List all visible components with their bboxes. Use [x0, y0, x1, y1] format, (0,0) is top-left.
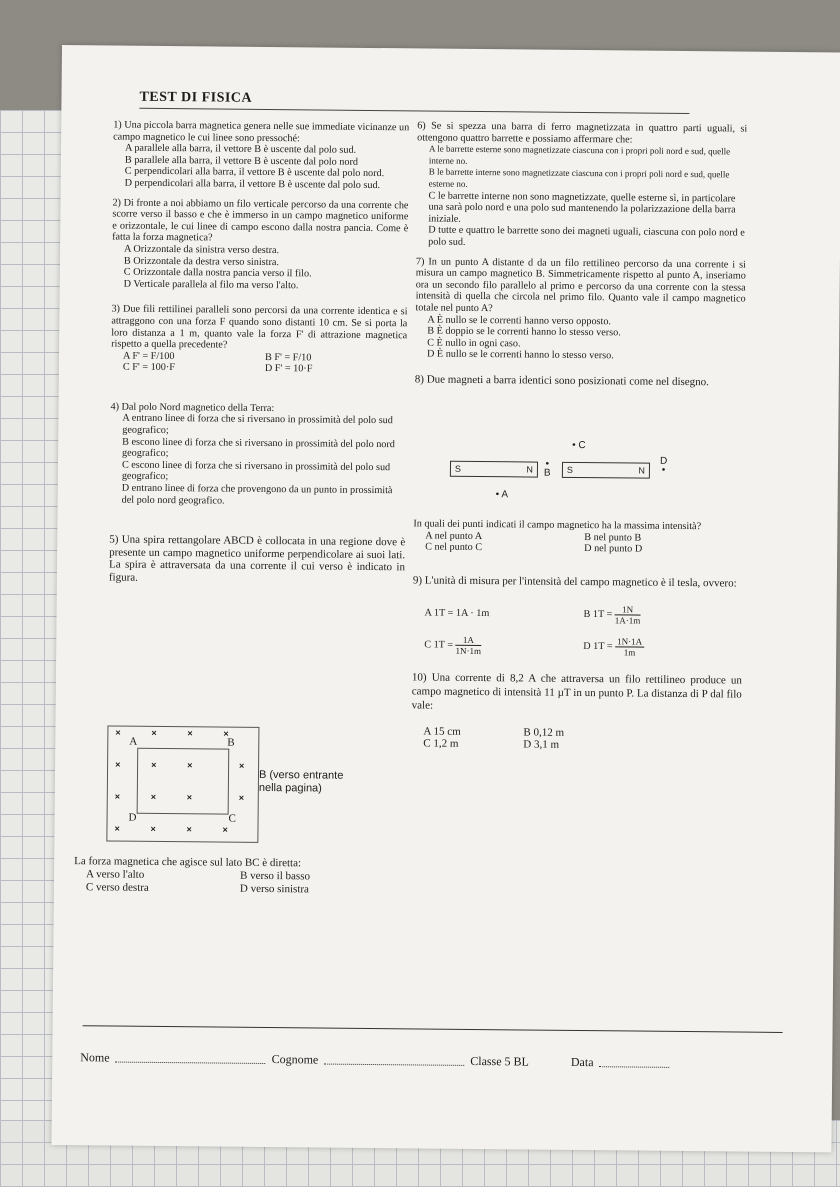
- q10-text: 10) Una corrente di 8,2 A che attraversa un filo rettilineo produce un campo magnetico di intensità 11 µT in un punto P. La distanza di P dal filo vale:: [411, 671, 742, 712]
- q2-text: 2) Di fronte a noi abbiamo un filo verticale percorso da una corrente che scorre verso il basso e che è immerso in un campo magnetico uniforme e orizzontale, le cui linee di campo escono dalla nostra pancia. Come è fatta la forza magnetica?: [112, 197, 409, 244]
- q9-option-c-den: 1N·1m: [455, 645, 482, 656]
- field-cross-mark: ×: [222, 824, 228, 835]
- q3-text: 3) Due fili rettilinei paralleli sono percorsi da una corrente identica e si attraggono con una forza F quando sono distanti 10 cm. Se si porta la loro distanza a 1 m, quanto vale la forza F' di attrazione magnetica rispetto a quella precedente?: [111, 303, 408, 351]
- data-field[interactable]: [600, 1055, 670, 1068]
- field-cross-mark: ×: [115, 759, 121, 770]
- q7-option-d: D È nullo se le correnti hanno lo stesso verso.: [426, 348, 614, 362]
- q6-option-c: C le barrette interne non sono magnetizzate, quelle esterne sì, in particolare una sarà polo nord e una polo sud mantenendo la polarizzazione della barra iniziale.: [428, 190, 736, 225]
- point-a: • A: [495, 489, 509, 501]
- q4-option-b: B escono linee di forza che si riversano in prossimità del polo nord geografico;: [122, 436, 395, 460]
- footer-rule: [83, 1025, 783, 1033]
- q9-options-row-2: [412, 633, 742, 660]
- magnet-left-s: S: [454, 463, 462, 474]
- nome-label: Nome: [80, 1050, 110, 1065]
- q10-option-b: B 0,12 m: [523, 726, 565, 740]
- cognome-field[interactable]: [324, 1053, 464, 1066]
- page-title: TEST DI FISICA: [139, 89, 253, 106]
- q9-option-d-num: 1N·1A: [615, 636, 644, 647]
- title-rule: [139, 108, 689, 114]
- q10-options-row-2: [411, 738, 623, 752]
- field-cross-mark: ×: [187, 728, 193, 739]
- field-direction-label: B (verso entrante nella pagina): [258, 768, 344, 795]
- q10-option-c: C 1,2 m: [423, 737, 459, 750]
- field-cross-mark: ×: [186, 824, 192, 835]
- magnet-right-n: N: [638, 465, 645, 476]
- field-cross-mark: ×: [187, 760, 193, 771]
- q1-option-c: C perpendicolari alla barra, il vettore B è uscente dal polo nord.: [124, 165, 385, 180]
- q3-option-a: A F' = F/100: [122, 350, 175, 362]
- point-d: D •: [659, 455, 668, 476]
- q5-figure: [106, 725, 407, 848]
- field-cross-mark: ×: [151, 727, 157, 738]
- magnet-right: [562, 462, 650, 479]
- field-cross-mark: ×: [223, 728, 229, 739]
- q10-option-a: A 15 cm: [423, 725, 461, 739]
- q9-option-d-fraction: [615, 636, 644, 657]
- q9-option-c-num: 1A: [456, 635, 482, 646]
- q9-option-d-lhs: D 1T =: [583, 640, 613, 653]
- q9-option-b-lhs: B 1T =: [583, 608, 613, 621]
- q6-option-d: D tutte e quattro le barrette sono dei magneti uguali, ciascuna con polo nord e polo sud.: [428, 224, 745, 248]
- point-d-label: D: [659, 455, 668, 467]
- point-a-label: A: [501, 489, 509, 501]
- q4-option-d: D entrano linee di forza che provengono da un punto in prossimità del polo nord geografico.: [121, 482, 393, 507]
- q8-text: 8) Due magneti a barra identici sono posizionati come nel disegno.: [414, 373, 710, 389]
- q9-option-d: [583, 636, 742, 659]
- q8-figure: [450, 439, 741, 512]
- q9-option-c: [424, 634, 583, 657]
- right-column: [415, 120, 748, 389]
- q9-option-b-den: 1A·1m: [614, 615, 641, 626]
- magnet-right-s: S: [566, 464, 574, 475]
- q6-option-b: B le barrette interne sono magnetizzate ciascuna con i propri poli nord e sud, quelle esterne no.: [428, 166, 730, 189]
- q5-text: 5) Una spira rettangolare ABCD è collocata in una regione dove è presente un campo magnetico uniforme perpendicolare ai suoi lati. La spira è attraversata da una corrente il cui verso è indicato in figura.: [108, 533, 406, 584]
- field-cross-mark: ×: [186, 792, 193, 803]
- q8-question: In quali dei punti indicati il campo magnetico ha la massima intensità?: [413, 518, 702, 533]
- magnet-left: [450, 461, 538, 478]
- q9-option-b-fraction: [615, 604, 641, 625]
- q4-text: 4) Dal polo Nord magnetico della Terra:: [110, 401, 275, 414]
- field-cross-mark: ×: [114, 823, 120, 834]
- q8-answers: [411, 518, 743, 753]
- point-c-label: C: [578, 439, 586, 452]
- loop-abcd: [137, 748, 230, 815]
- corner-b: B: [227, 736, 235, 749]
- magnet-left-n: N: [526, 464, 533, 475]
- q5-option-c: C verso destra: [85, 881, 149, 894]
- q3-option-d: D F' = 10·F: [264, 363, 313, 375]
- field-cross-mark: ×: [151, 759, 157, 770]
- q1-option-d: D perpendicolari alla barra, il vettore B è uscente dal polo sud.: [124, 177, 381, 192]
- point-b: • B: [543, 458, 551, 479]
- q7-option-a: A È nullo se le correnti hanno verso opposto.: [427, 314, 612, 327]
- corner-a: A: [129, 735, 138, 748]
- q1-text: 1) Una piccola barra magnetica genera nelle sue immediate vicinanze un campo magnetico le cui linee sono pressoché:: [113, 119, 410, 144]
- field-cross-mark: ×: [150, 791, 157, 802]
- q5-option-b: B verso il basso: [239, 869, 311, 883]
- q5-option-a: A verso l'alto: [85, 868, 145, 881]
- field-cross-mark: ×: [150, 823, 156, 834]
- q8-option-c: C nel punto C: [425, 541, 483, 554]
- corner-c: C: [228, 812, 236, 825]
- left-column: [109, 119, 409, 586]
- q9-option-c-lhs: C 1T =: [424, 639, 454, 651]
- q1-option-b: B parallele alla barra, il vettore B è uscente dal polo nord: [124, 154, 359, 168]
- q2-option-b: B Orizzontale da destra verso sinistra.: [123, 255, 280, 268]
- nome-field[interactable]: [116, 1051, 266, 1064]
- point-b-label: B: [543, 467, 551, 479]
- q9-option-a: A 1T = 1A · 1m: [424, 607, 490, 619]
- q2-option-c: C Orizzontale dalla nostra pancia verso il filo.: [123, 266, 312, 280]
- q1-option-a: A parallele alla barra, il vettore B è uscente dal polo sud.: [124, 142, 357, 157]
- q9-option-b-num: 1N: [615, 604, 641, 615]
- q5-answers: [74, 855, 394, 897]
- data-label: Data: [570, 1054, 594, 1070]
- q5-question: La forza magnetica che agisce sul lato BC è diretta:: [74, 855, 302, 870]
- field-cross-mark: ×: [239, 760, 245, 771]
- q3-option-c: C F' = 100·F: [122, 361, 175, 374]
- q9-text: 9) L'unità di misura per l'intensità del campo magnetico è il tesla, ovvero:: [412, 574, 737, 590]
- classe-label: Classe 5 BL: [470, 1053, 530, 1069]
- q8-option-d: D nel punto D: [584, 543, 643, 555]
- q6-option-a: A le barrette esterne sono magnetizzate ciascuna con i propri poli nord e sud, quelle interne no.: [428, 143, 731, 166]
- student-info-footer: [80, 1050, 720, 1071]
- q3-option-b: B F' = F/10: [264, 351, 312, 364]
- point-c: • C: [572, 439, 586, 452]
- field-cross-mark: ×: [114, 791, 121, 802]
- q5-option-d: D verso sinistra: [239, 882, 310, 896]
- q9-options-row-1: [412, 601, 742, 628]
- q2-option-a: A Orizzontale da sinistra verso destra.: [123, 243, 280, 257]
- corner-d: D: [128, 811, 137, 824]
- q10-option-d: D 3,1 m: [523, 738, 560, 751]
- q4-option-a: A entrano linee di forza che si riversano in prossimità del polo sud geografico;: [122, 413, 393, 437]
- q8-option-b: B nel punto B: [584, 531, 642, 544]
- q7-option-c: C È nullo in ogni caso.: [427, 337, 521, 350]
- cognome-label: Cognome: [271, 1052, 319, 1067]
- q8-option-a: A nel punto A: [425, 530, 483, 542]
- field-cross-mark: ×: [115, 727, 121, 738]
- q9-option-b: [583, 604, 742, 627]
- q9-option-c-fraction: [455, 635, 481, 656]
- q9-option-d-den: 1m: [623, 647, 636, 658]
- field-cross-mark: ×: [238, 792, 245, 803]
- q5-options-row-2: [74, 881, 394, 897]
- q2-option-d: D Verticale parallela al filo ma verso l'alto.: [123, 278, 299, 291]
- q7-option-b: B È doppio se le correnti hanno lo stesso verso.: [427, 325, 621, 339]
- q7-text: 7) In un punto A distante d da un filo rettilineo percorso da una corrente i si misura un campo magnetico B. Simmetricamente rispetto al punto A, inseriamo ora un secondo filo parallelo al primo e percorso da una corrente con la stessa intensità di quella che circola nel primo filo. Quanto vale il campo magnetico totale nel punto A?: [415, 255, 746, 315]
- q4-option-c: C escono linee di forza che si riversano in prossimità del polo sud geografico;: [121, 459, 391, 483]
- test-sheet: [51, 45, 840, 1152]
- q6-text: 6) Se si spezza una barra di ferro magnetizzata in quattro parti uguali, si ottengono quattro barrette e possiamo affermare che:: [417, 120, 748, 146]
